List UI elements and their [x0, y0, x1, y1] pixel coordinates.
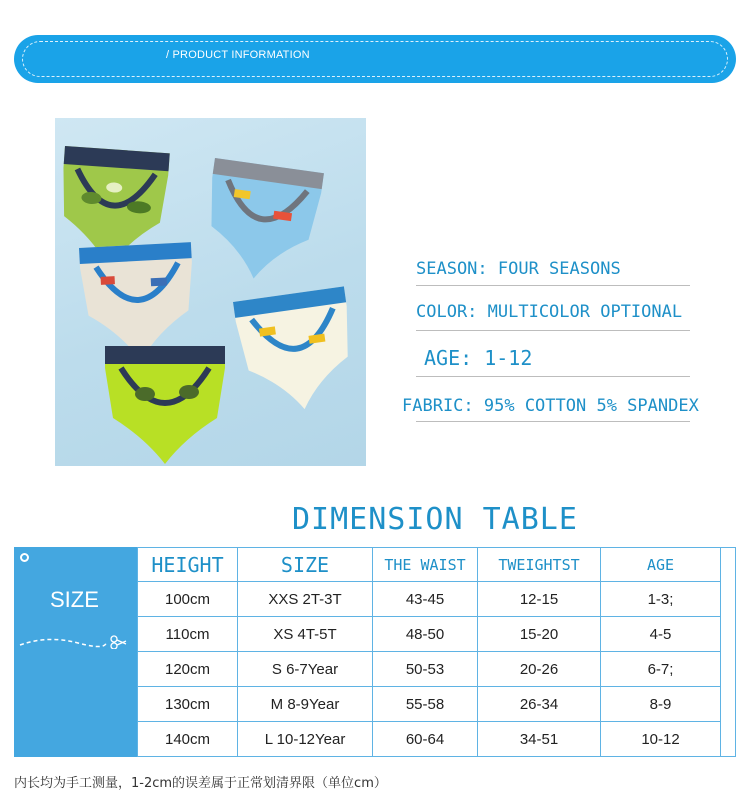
cell-height: 130cm [138, 687, 238, 722]
header-size: SIZE [238, 548, 373, 582]
size-dot-icon [20, 553, 29, 562]
banner-dashed-border [22, 41, 728, 77]
cell-height: 110cm [138, 617, 238, 652]
table-row [138, 652, 721, 687]
header-banner [14, 35, 736, 83]
briefs-illustration [55, 118, 366, 466]
dimension-table-title: DIMENSION TABLE [292, 502, 578, 537]
table-row [138, 617, 721, 652]
cell-height: 120cm [138, 652, 238, 687]
size-panel [14, 547, 137, 757]
age-info: AGE: 1-12 [424, 346, 533, 370]
banner-title: / PRODUCT INFORMATION [166, 49, 310, 61]
cell-size: L 10-12Year [238, 722, 373, 757]
cell-waist: 50-53 [373, 652, 478, 687]
cell-weight: 15-20 [478, 617, 601, 652]
cars-brief-blue [79, 242, 197, 364]
cell-weight: 34-51 [478, 722, 601, 757]
table-frame-edge [720, 547, 736, 757]
scissors-dashed-line-icon [18, 635, 128, 649]
cell-size: XS 4T-5T [238, 617, 373, 652]
cars-brief-gray [199, 158, 324, 286]
dino-brief [105, 346, 225, 464]
cell-waist: 55-58 [373, 687, 478, 722]
color-divider [416, 330, 690, 331]
header-age: AGE [601, 548, 721, 582]
cell-waist: 43-45 [373, 582, 478, 617]
cell-waist: 60-64 [373, 722, 478, 757]
cell-waist: 48-50 [373, 617, 478, 652]
cars-brief-yellow [233, 286, 360, 416]
table-row [138, 722, 721, 757]
cell-age: 6-7; [601, 652, 721, 687]
fabric-info: FABRIC: 95% COTTON 5% SPANDEX [402, 396, 699, 416]
cell-weight: 20-26 [478, 652, 601, 687]
dimension-table [137, 547, 721, 757]
header-height: HEIGHT [138, 548, 238, 582]
table-row [138, 582, 721, 617]
cell-age: 4-5 [601, 617, 721, 652]
age-divider [416, 376, 690, 377]
cell-age: 10-12 [601, 722, 721, 757]
table-row [138, 687, 721, 722]
cell-weight: 26-34 [478, 687, 601, 722]
color-info: COLOR: MULTICOLOR OPTIONAL [416, 302, 683, 322]
cell-age: 8-9 [601, 687, 721, 722]
season-info: SEASON: FOUR SEASONS [416, 259, 621, 279]
size-panel-label: SIZE [50, 587, 99, 612]
table-header-row [138, 548, 721, 582]
cell-weight: 12-15 [478, 582, 601, 617]
fabric-divider [416, 421, 690, 422]
cell-height: 100cm [138, 582, 238, 617]
season-divider [416, 285, 690, 286]
measurement-footnote: 内长均为手工测量，1-2cm的误差属于正常划清界限（单位cm） [14, 776, 387, 791]
cell-height: 140cm [138, 722, 238, 757]
cell-size: M 8-9Year [238, 687, 373, 722]
cell-size: XXS 2T-3T [238, 582, 373, 617]
header-waist: THE WAIST [373, 548, 478, 582]
cell-size: S 6-7Year [238, 652, 373, 687]
cell-age: 1-3; [601, 582, 721, 617]
product-photo [55, 118, 366, 466]
header-weight: TWEIGHTST [478, 548, 601, 582]
